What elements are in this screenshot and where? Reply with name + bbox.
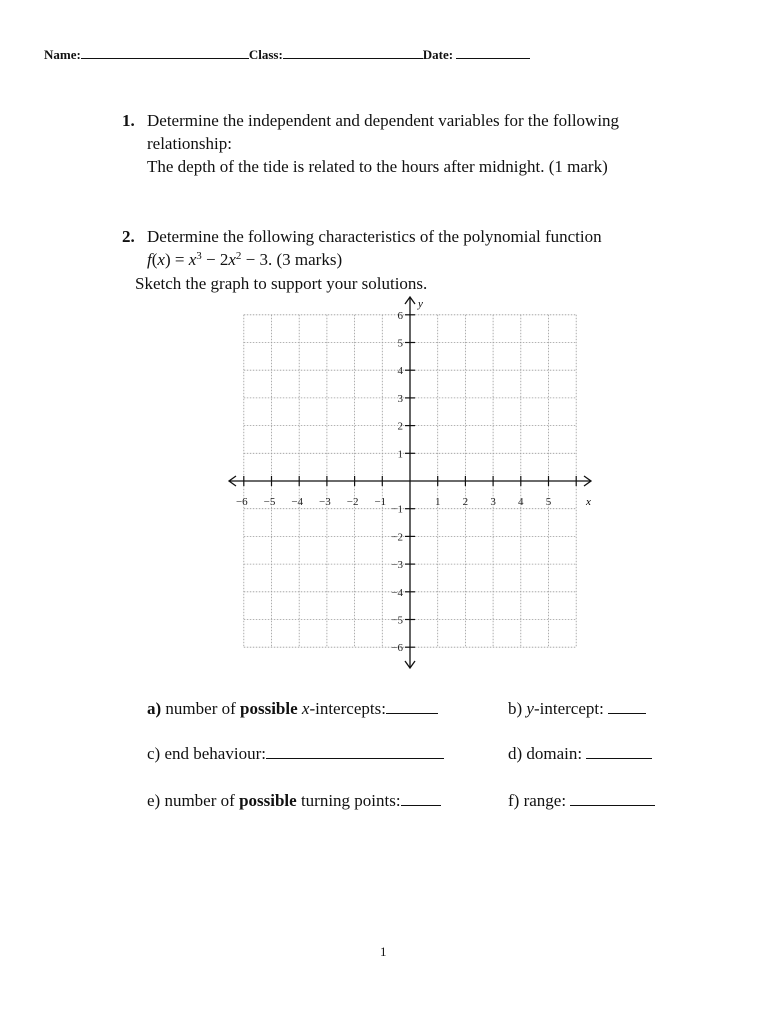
y-tick-label: 3 [397,392,403,405]
question-1-line-2: relationship: [147,134,232,153]
answer-f-blank[interactable] [570,792,655,806]
answer-e-text-2: turning points: [296,791,401,810]
y-tick-label: 4 [397,365,403,378]
question-2-line-1: Determine the following characteristics of the polynomial function [147,227,602,246]
answer-c-blank[interactable] [266,745,444,759]
y-tick-label: −2 [391,531,403,544]
y-tick-label: −3 [391,559,403,572]
y-tick-label: −5 [391,614,403,627]
answer-a-blank[interactable] [386,700,438,714]
x-tick-label: 5 [545,496,552,508]
y-tick-label: 5 [397,337,403,350]
answer-f [508,791,655,811]
x-tick-label: −5 [263,496,276,508]
class-blank[interactable] [283,45,423,59]
x-tick-label: −6 [235,496,248,508]
answer-f-text: f) range: [508,791,567,810]
page-number: 1 [380,944,387,959]
answer-b-text: -intercept: [533,699,604,718]
date-label: Date: [422,47,454,62]
x-tick-label: 4 [518,496,524,508]
coordinate-grid[interactable] [220,295,600,673]
answer-a-text: number of [161,699,241,718]
y-axis-label: y [418,298,423,310]
name-blank[interactable] [81,45,249,59]
x-axis-label: x [586,496,591,508]
question-2-number: 2. [122,227,135,246]
x-tick-label: 1 [434,496,441,508]
answer-e [147,791,441,811]
answer-b-label: b) [508,699,527,718]
name-label: Name: [44,47,81,62]
sketch-instruction: Sketch the graph to support your solutions. [135,274,428,293]
answer-d [508,744,652,764]
x-tick-label: 3 [490,496,496,508]
x-tick-label: −4 [291,496,304,508]
y-tick-label: −1 [391,503,403,516]
answer-e-blank[interactable] [401,792,441,806]
question-1-line-1: Determine the independent and dependent variables for the following [147,111,620,130]
axis-tick-labels [236,310,552,654]
y-tick-label: −6 [391,642,403,655]
student-info-header [44,45,530,63]
answer-e-text: e) number of [147,791,240,810]
question-2 [122,225,747,271]
y-tick-label: 2 [397,420,403,433]
answer-a-text-2: -intercepts: [309,699,386,718]
answer-a: a) number of possible x-intercepts: [147,699,438,719]
x-tick-label: 2 [462,496,469,508]
answer-e-emphasis: possible [239,791,297,810]
answer-d-text: d) domain: [508,744,583,763]
date-blank[interactable] [456,45,530,59]
axes [229,297,591,668]
answer-a-emphasis: possible [240,699,298,718]
y-tick-label: 1 [397,448,403,461]
x-tick-label: −1 [374,496,387,508]
function-marks: . (3 marks) [267,250,343,269]
y-tick-label: 6 [397,309,403,322]
function-expression: $f(x) = x^3 - 2x^2 - 3$. (3 marks) [147,250,343,269]
answer-b-blank[interactable] [608,700,646,714]
x-tick-label: −3 [319,496,331,508]
answer-b: b) y-intercept: [508,699,646,719]
question-1 [122,109,747,178]
answer-c [147,744,444,764]
x-tick-label: −2 [346,496,359,508]
answer-d-blank[interactable] [586,745,652,759]
y-tick-label: −4 [391,586,403,599]
question-1-number: 1. [122,111,135,130]
answer-a-label: a) [147,699,162,718]
answer-c-text: c) end behaviour: [147,744,266,763]
question-1-line-3: The depth of the tide is related to the hours after midnight. (1 mark) [147,157,608,176]
class-label: Class: [248,47,283,62]
